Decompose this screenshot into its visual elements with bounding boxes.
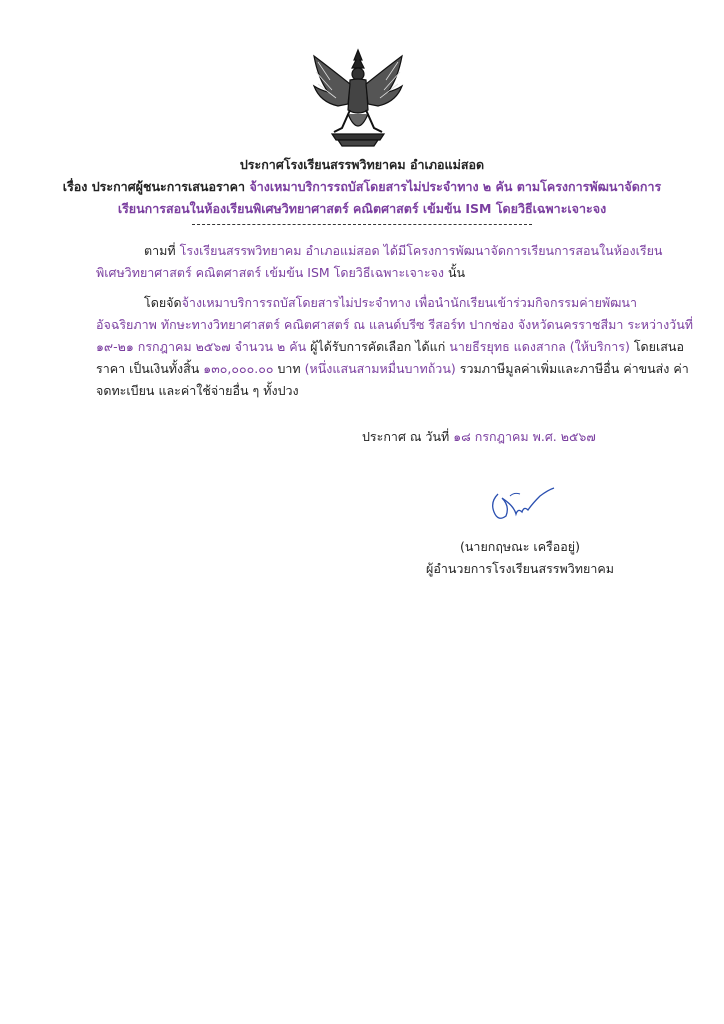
date-prefix: ประกาศ ณ วันที่ <box>362 429 450 444</box>
garuda-emblem-icon <box>308 48 408 150</box>
winner-name: นายธีรยุทธ แดงสากล (ให้บริการ) <box>449 339 630 354</box>
paragraph-2-line-2: อัจฉริยภาพ ทักษะทางวิทยาศาสตร์ คณิตศาสตร์ ณ แลนด์บรีซ รีสอร์ท ปากช่อง จังหวัดนครราชสีมา ระหว่างวันที่ <box>96 317 693 332</box>
service-text: จ้างเหมาบริการรถบัสโดยสารไม่ประจำทาง เพื่อนำนักเรียนเข้าร่วมกิจกรรมค่ายพัฒนา <box>181 295 637 310</box>
paragraph-2-line-4 <box>96 358 689 380</box>
signatory-name: (นายกฤษณะ เครืออยู่) <box>460 539 580 554</box>
paragraph-1-line-1 <box>144 240 662 262</box>
announcement-date <box>362 426 596 448</box>
tax-text: รวมภาษีมูลค่าเพิ่มและภาษีอื่น ค่าขนส่ง ค่า <box>459 361 689 376</box>
subject-line-2: เรียนการสอนในห้องเรียนพิเศษวิทยาศาสตร์ คณิตศาสตร์ เข้มข้น ISM โดยวิธีเฉพาะเจาะจง <box>117 201 607 216</box>
date-value: ๑๘ กรกฎาคม พ.ศ. ๒๕๖๗ <box>453 429 596 444</box>
signatory-position: ผู้อำนวยการโรงเรียนสรรพวิทยาคม <box>426 561 614 576</box>
p1-text: ตามที่ <box>144 243 176 258</box>
price-amount: ๑๓๐,๐๐๐.๐๐ <box>203 361 274 376</box>
p2-text: โดยจัด <box>144 295 182 310</box>
paragraph-2-line-3 <box>96 336 684 358</box>
project-text-cont: พิเศษวิทยาศาสตร์ คณิตศาสตร์ เข้มข้น ISM โดยวิธีเฉพาะเจาะจง <box>96 265 444 280</box>
project-text: ได้มีโครงการพัฒนาจัดการเรียนการสอนในห้องเรียน <box>383 243 663 258</box>
paragraph-1-line-2 <box>96 262 465 284</box>
date-qty: ๑๙-๒๑ กรกฎาคม ๒๕๖๗ จำนวน ๒ คัน <box>96 339 307 354</box>
school-name: โรงเรียนสรรพวิทยาคม อำเภอแม่สอด <box>179 243 380 258</box>
subject-text-1: จ้างเหมาบริการรถบัสโดยสารไม่ประจำทาง ๒ คัน ตามโครงการพัฒนาจัดการ <box>249 179 662 194</box>
announcement-title: ประกาศโรงเรียนสรรพวิทยาคม อำเภอแม่สอด <box>239 157 485 172</box>
currency: บาท <box>277 361 301 376</box>
signature-icon <box>480 482 560 530</box>
p1-end: นั้น <box>447 265 466 280</box>
price-words: (หนึ่งแสนสามหมื่นบาทถ้วน) <box>304 361 456 376</box>
paragraph-2-line-1 <box>144 292 637 314</box>
selected-label: ผู้ได้รับการคัดเลือก ได้แก่ <box>310 339 446 354</box>
subject-prefix: เรื่อง ประกาศผู้ชนะการเสนอราคา <box>62 179 246 194</box>
divider-line <box>192 224 532 225</box>
subject-line-1 <box>40 176 684 198</box>
offer-label: โดยเสนอ <box>633 339 684 354</box>
paragraph-2-line-5: จดทะเบียน และค่าใช้จ่ายอื่น ๆ ทั้งปวง <box>96 383 299 398</box>
total-label: ราคา เป็นเงินทั้งสิ้น <box>96 361 200 376</box>
